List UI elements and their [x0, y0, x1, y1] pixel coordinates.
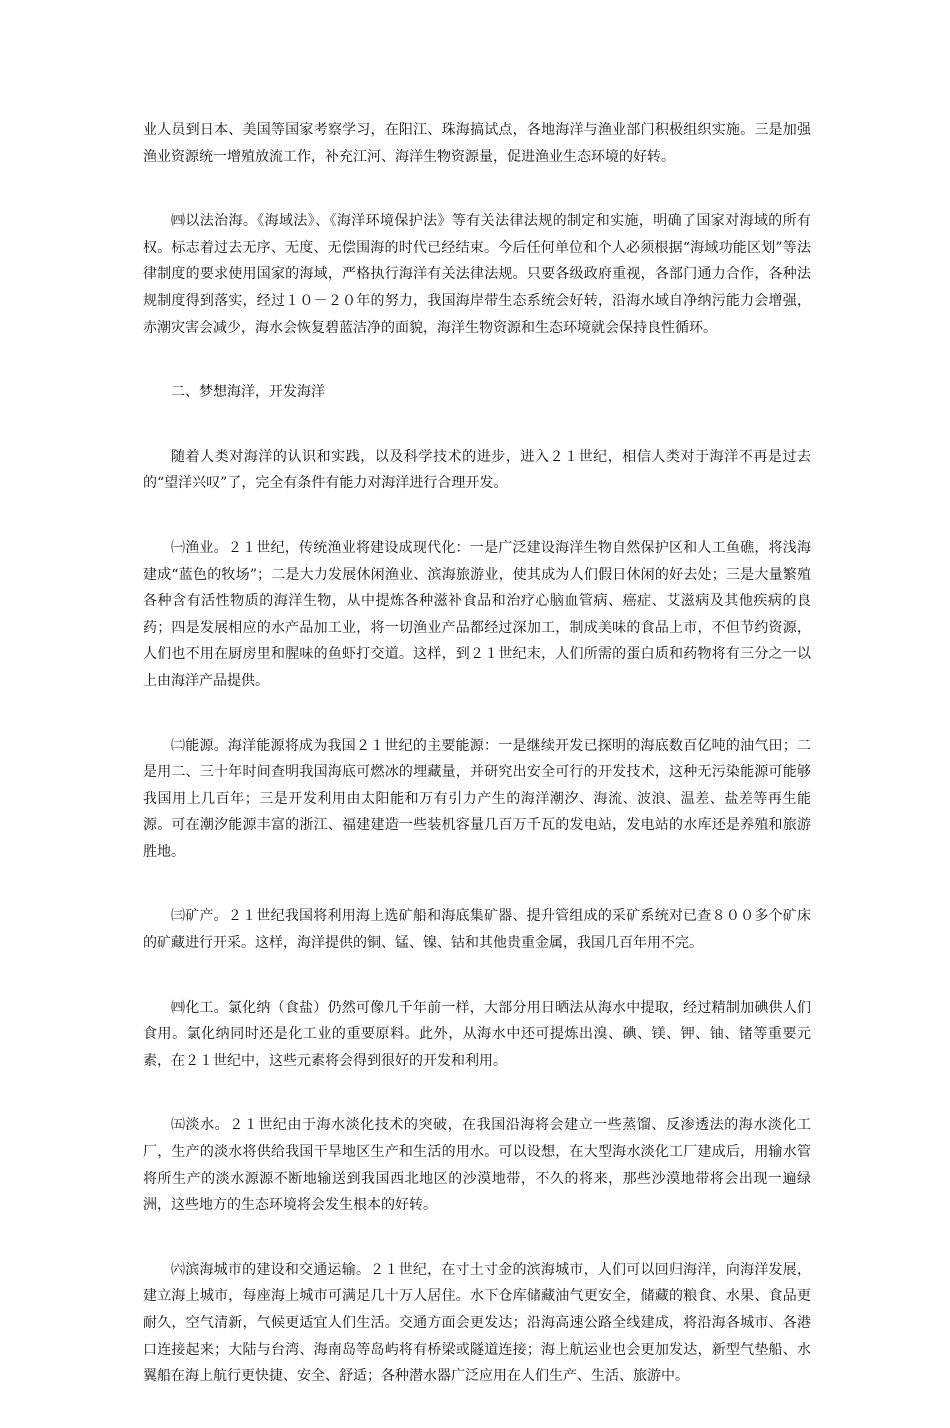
- paragraph-energy: ㈡能源。海洋能源将成为我国２１世纪的主要能源：一是继续开发已探明的海底数百亿吨的油气田；二是用二、三十年时间查明我国海底可燃冰的埋藏量，并研究出安全可行的开发技术，这种无污染能源可能够我国用上几百年；三是开发利用由太阳能和万有引力产生的海洋潮汐、海流、波浪、温差、盐差等再生能源。可在潮汐能源丰富的浙江、福建建造一些装机容量几百万千瓦的发电站，发电站的水库还是养殖和旅游胜地。: [143, 737, 811, 860]
- paragraph-coastal-cities: ㈥滨海城市的建设和交通运输。２１世纪，在寸土寸金的滨海城市，人们可以回归海洋，向海洋发展，建立海上城市，每座海上城市可满足几十万人居住。水下仓库储藏油气更安全，储藏的粮食、水果、食品更耐久，空气清新，气候更适宜人们生活。交通方面会更发达；沿海高速公路全线建成，将沿海各城市、各港口连接起来；大陆与台湾、海南岛等岛屿将有桥梁或隧道连接；海上航运业也会更加发达，新型气垫船、水翼船在海上航行更快捷、安全、舒适；各种潜水器广泛应用在人们生产、生活、旅游中。: [143, 1261, 811, 1385]
- paragraph-chemical: ㈣化工。氯化纳（食盐）仍然可像几千年前一样，大部分用日晒法从海水中提取，经过精制加碘供人们食用。氯化纳同时还是化工业的重要原料。此外，从海水中还可提炼出溴、碘、镁、钾、铀、锗等重要元素，在２１世纪中，这些元素将会得到很好的开发和利用。: [143, 999, 811, 1069]
- paragraph-freshwater: ㈤淡水。２１世纪由于海水淡化技术的突破，在我国沿海将会建立一些蒸馏、反渗透法的海水淡化工厂，生产的淡水将供给我国干旱地区生产和生活的用水。可以设想，在大型海水淡化工厂建成后，用输水管将所生产的淡水源源不断地输送到我国西北地区的沙漠地带，不久的将来，那些沙漠地带将会出现一遍绿洲，这些地方的生态环境将会发生根本的好转。: [143, 1117, 811, 1214]
- paragraph-fishery: ㈠渔业。２１世纪，传统渔业将建设成现代化：一是广泛建设海洋生物自然保护区和人工鱼礁，将浅海建成“蓝色的牧场”；二是大力发展休闲渔业、滨海旅游业，使其成为人们假日休闲的好去处；三是大量繁殖各种含有活性物质的海洋生物，从中提炼各种滋补食品和治疗心脑血管病、癌症、艾滋病及其他疾病的良药；四是发展相应的水产品加工业，将一切渔业产品都经过深加工，制成美味的食品上市，不但节约资源，人们也不用在厨房里和腥味的鱼虾打交道。这样，到２１世纪末，人们所需的蛋白质和药物将有三分之一以上由海洋产品提供。: [143, 539, 811, 689]
- paragraph-rule-of-law: ㈣以法治海。《海域法》、《海洋环境保护法》等有关法律法规的制定和实施，明确了国家对海域的所有权。标志着过去无序、无度、无偿围海的时代已经结束。今后任何单位和个人必须根据“海域功能区划”等法律制度的要求使用国家的海域，严格执行海洋有关法律法规。只要各级政府重视，各部门通力合作，各种法规制度得到落实，经过１０－２０年的努力，我国海岸带生态系统会好转，沿海水域自净纳污能力会增强，赤潮灾害会减少，海水会恢复碧蓝洁净的面貌，海洋生物资源和生态环境就会保持良性循环。: [143, 213, 811, 336]
- document-page: [143, 117, 811, 1428]
- paragraph-continuation: 业人员到日本、美国等国家考察学习，在阳江、珠海搞试点，各地海洋与渔业部门积极组织实施。三是加强渔业资源统一增殖放流工作，补充江河、海洋生物资源量，促进渔业生态环境的好转。: [143, 122, 811, 165]
- paragraph-intro: 随着人类对海洋的认识和实践，以及科学技术的进步，进入２１世纪，相信人类对于海洋不再是过去的“望洋兴叹”了，完全有条件有能力对海洋进行合理开发。: [143, 448, 811, 492]
- section-heading: 二、梦想海洋，开发海洋: [171, 384, 325, 401]
- paragraph-minerals: ㈢矿产。２１世纪我国将利用海上选矿船和海底集矿器、提升管组成的采矿系统对已查８００多个矿床的矿藏进行开采。这样，海洋提供的铜、锰、镍、钴和其他贵重金属，我国几百年用不完。: [143, 908, 811, 952]
